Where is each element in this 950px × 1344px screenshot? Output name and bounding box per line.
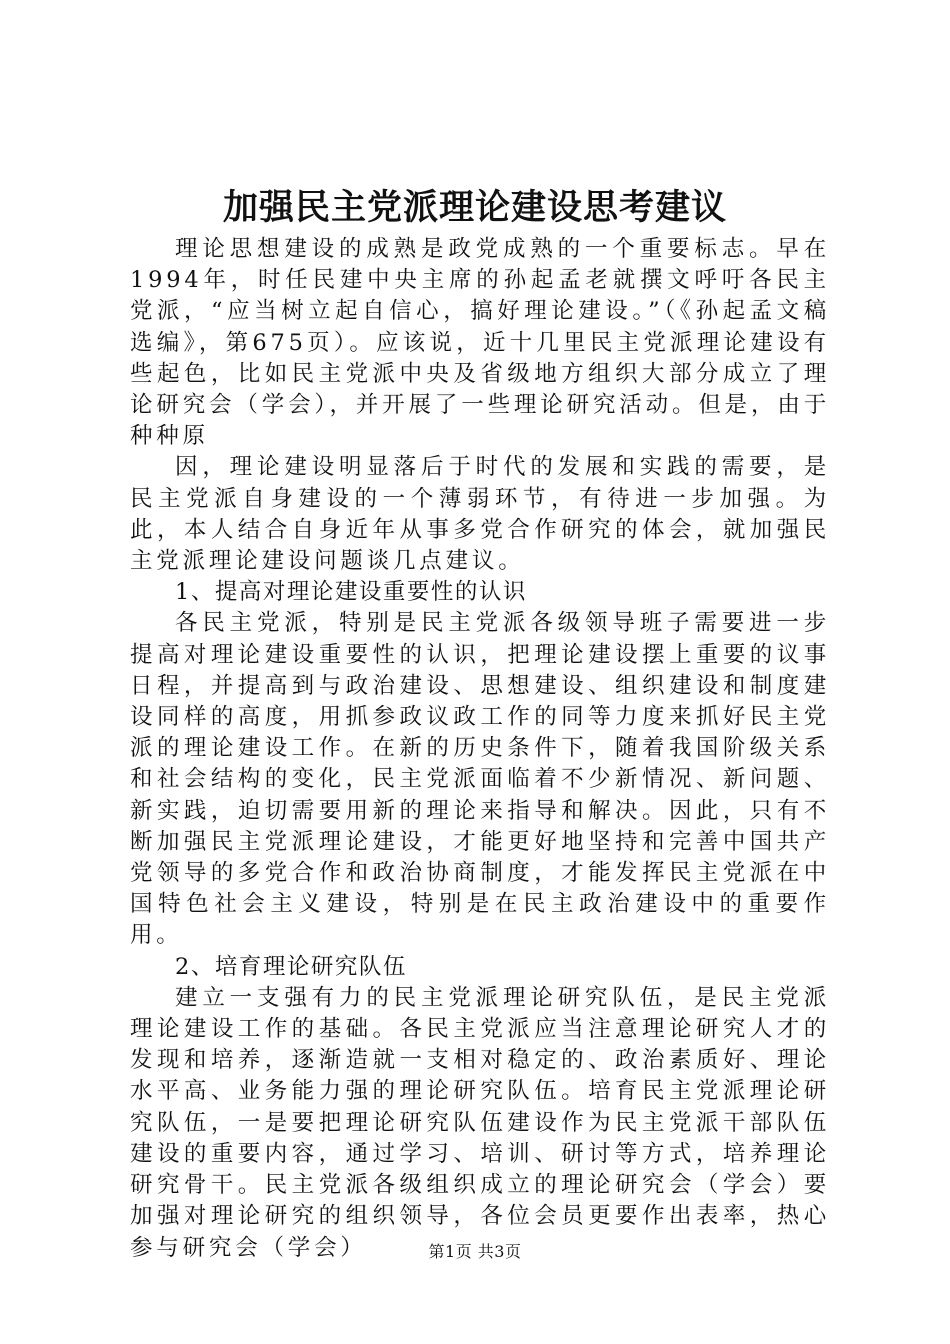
page-number-footer: 第1页 共3页 (428, 1242, 522, 1261)
paragraph-intro-continued: 因，理论建设明显落后于时代的发展和实践的需要，是民主党派自身建设的一个薄弱环节，有待进一步加强。为此，本人结合自身近年从事多党合作研究的体会，就加强民主党派理论建设问题谈几点建议。 (130, 454, 830, 575)
paragraph-section-1: 各民主党派，特别是民主党派各级领导班子需要进一步提高对理论建设重要性的认识，把理论建设摆上重要的议事日程，并提高到与政治建设、思想建设、组织建设和制度建设同样的高度，用抓参政议政工作的同等力度来抓好民主党派的理论建设工作。在新的历史条件下，随着我国阶级关系和社会结构的变化，民主党派面临着不少新情况、新问题、新实践，迫切需要用新的理论来指导和解决。因此，只有不断加强民主党派理论建设，才能更好地坚持和完善中国共产党领导的多党合作和政治协商制度，才能发挥民主党派在中国特色社会主义建设，特别是在民主政治建设中的重要作用。 (130, 610, 830, 949)
section-heading-1: 1、提高对理论建设重要性的认识 (175, 579, 527, 606)
paragraph-intro: 理论思想建设的成熟是政党成熟的一个重要标志。早在1994年，时任民建中央主席的孙起孟老就撰文呼吁各民主党派，“应当树立起自信心，搞好理论建设。”（《孙起孟文稿选编》，第675页）。应该说，近十几里民主党派理论建设有些起色，比如民主党派中央及省级地方组织大部分成立了理论研究会（学会），并开展了一些理论研究活动。但是，由于种种原 (130, 236, 830, 450)
document-body (130, 234, 830, 1264)
section-heading-2: 2、培育理论研究队伍 (175, 953, 407, 980)
paragraph-section-2: 建立一支强有力的民主党派理论研究队伍，是民主党派理论建设工作的基础。各民主党派应当注意理论研究人才的发现和培养，逐渐造就一支相对稳定的、政治素质好、理论水平高、业务能力强的理论研究队伍。培育民主党派理论研究队伍，一是要把理论研究队伍建设作为民主党派干部队伍建设的重要内容，通过学习、培训、研讨等方式，培养理论研究骨干。民主党派各级组织成立的理论研究会（学会）要加强对理论研究的组织领导，各位会员更要作出表率，热心参与研究会（学会） (130, 984, 830, 1261)
document-title: 加强民主党派理论建设思考建议 (222, 187, 727, 228)
